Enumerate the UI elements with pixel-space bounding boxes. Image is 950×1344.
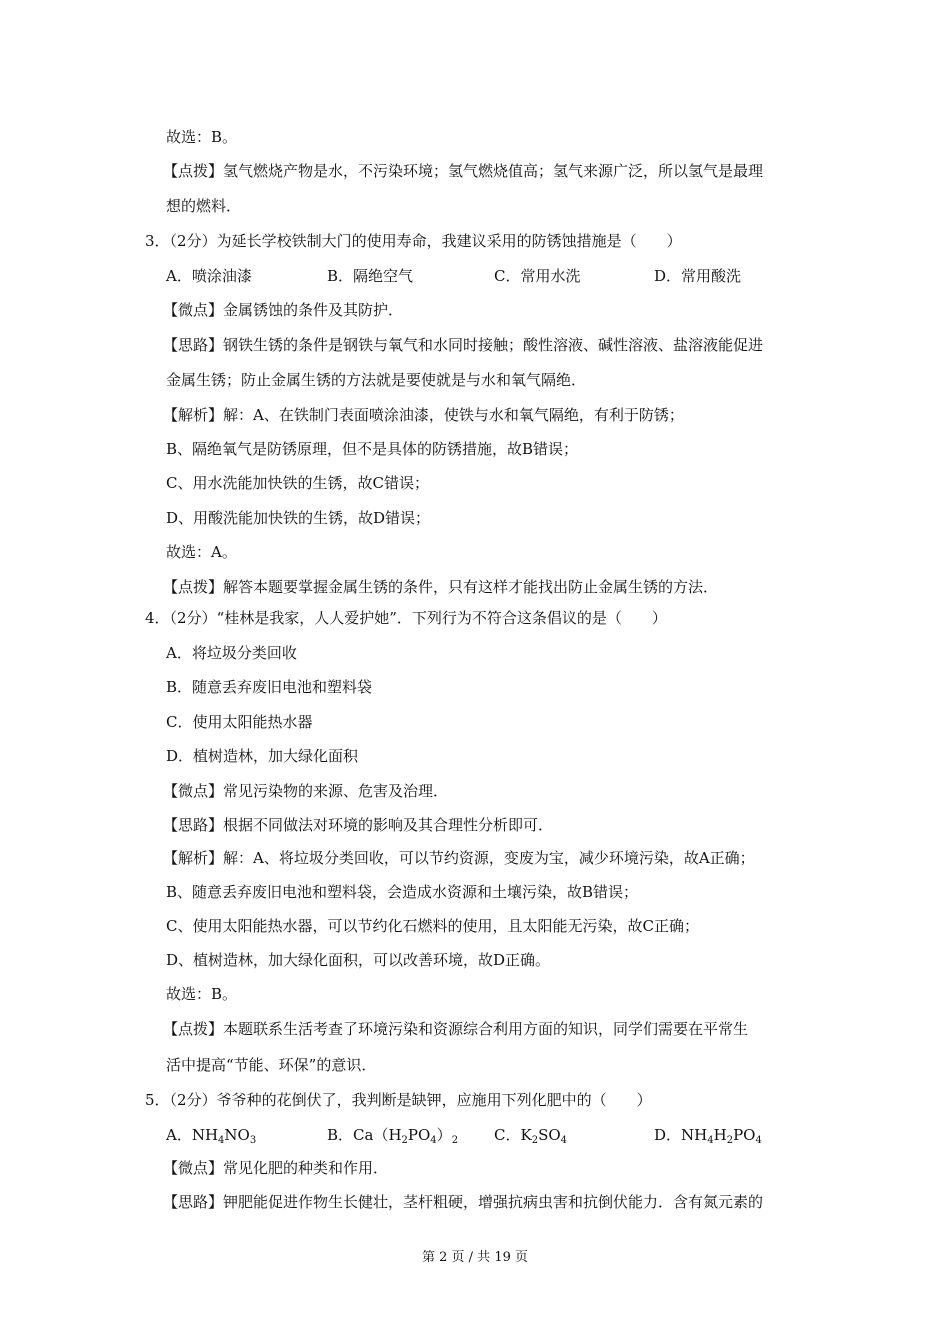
q4-analysis: 【解析】解：A、将垃圾分类回收，可以节约资源，变废为宝，减少环境污染，故A正确； [163,849,755,867]
question-5: 5．（2分）爷爷种的花倒伏了，我判断是缺钾，应施用下列化肥中的（ ） [145,1091,652,1109]
q4-option-d: D．植树造林，加大绿化面积 [166,747,359,765]
q3-option-a: A．喷涂油漆 [166,267,252,285]
q4-analysis: D、植树造林，加大绿化面积，可以改善环境，故D正确。 [166,951,551,969]
q3-approach: 金属生锈；防止金属生锈的方法就是要使就是与水和氧气隔绝． [166,371,587,389]
q3-hint: 【点拨】解答本题要掌握金属生锈的条件，只有这样才能找出防止金属生锈的方法． [163,578,719,596]
q4-hint: 【点拨】本题联系生活考查了环境污染和资源综合利用方面的知识，同学们需要在平常生 [163,1020,749,1038]
q4-knowledge-point: 【微点】常见污染物的来源、危害及治理． [163,782,449,800]
hint-line: 想的燃料． [166,197,242,215]
q4-answer: 故选：B。 [166,985,238,1003]
q4-approach: 【思路】根据不同做法对环境的影响及其合理性分析即可． [163,816,554,834]
q4-analysis: C、使用太阳能热水器，可以节约化石燃料的使用，且太阳能无污染，故C正确； [166,917,699,935]
hint-line: 【点拨】氢气燃烧产物是水，不污染环境；氢气燃烧值高；氢气来源广泛，所以氢气是最理 [163,162,764,180]
q5-option-a: A．$NH_4NO_3$ [166,1126,257,1146]
q5-option-d: D．$NH_4H_2PO_4$ [654,1126,762,1146]
q5-approach: 【思路】钾肥能促进作物生长健壮，茎杆粗硬，增强抗病虫害和抗倒伏能力．含有氮元素的 [163,1193,764,1211]
q3-knowledge-point: 【微点】金属锈蚀的条件及其防护． [163,301,404,319]
q3-option-d: D．常用酸洗 [654,267,742,285]
answer-line: 故选：B。 [166,128,238,146]
q3-approach: 【思路】钢铁生锈的条件是钢铁与氧气和水同时接触；酸性溶液、碱性溶液、盐溶液能促进 [163,336,764,354]
question-3: 3．（2分）为延长学校铁制大门的使用寿命，我建议采用的防锈蚀措施是（ ） [145,232,682,250]
q3-analysis: C、用水洗能加快铁的生锈，故C错误； [166,474,429,492]
q4-option-c: C．使用太阳能热水器 [166,713,313,731]
q3-analysis: D、用酸洗能加快铁的生锈，故D错误； [166,509,431,527]
page-footer: 第 2 页 / 共 19 页 [422,1250,528,1265]
q3-answer: 故选：A。 [166,543,237,561]
q3-analysis: 【解析】解：A、在铁制门表面喷涂油漆，使铁与水和氧气隔绝，有利于防锈； [163,406,684,424]
question-4: 4．（2分）“桂林是我家，人人爱护她”．下列行为不符合这条倡议的是（ ） [145,609,667,627]
q3-option-c: C．常用水洗 [494,267,581,285]
q5-knowledge-point: 【微点】常见化肥的种类和作用． [163,1159,389,1177]
q5-option-c: C．$K_2SO_4$ [494,1126,568,1146]
q4-option-b: B．随意丢弃废旧电池和塑料袋 [166,678,373,696]
q4-hint: 活中提高“节能、环保”的意识． [166,1056,377,1074]
q4-option-a: A．将垃圾分类回收 [166,644,297,662]
q3-option-b: B．隔绝空气 [327,267,414,285]
q4-analysis: B、随意丢弃废旧电池和塑料袋，会造成水资源和土壤污染，故B错误； [166,883,639,901]
q5-option-b: B．$Ca(H_2PO_4)_2$ [327,1126,459,1146]
q3-analysis: B、隔绝氧气是防锈原理，但不是具体的防锈措施，故B错误； [166,440,579,458]
